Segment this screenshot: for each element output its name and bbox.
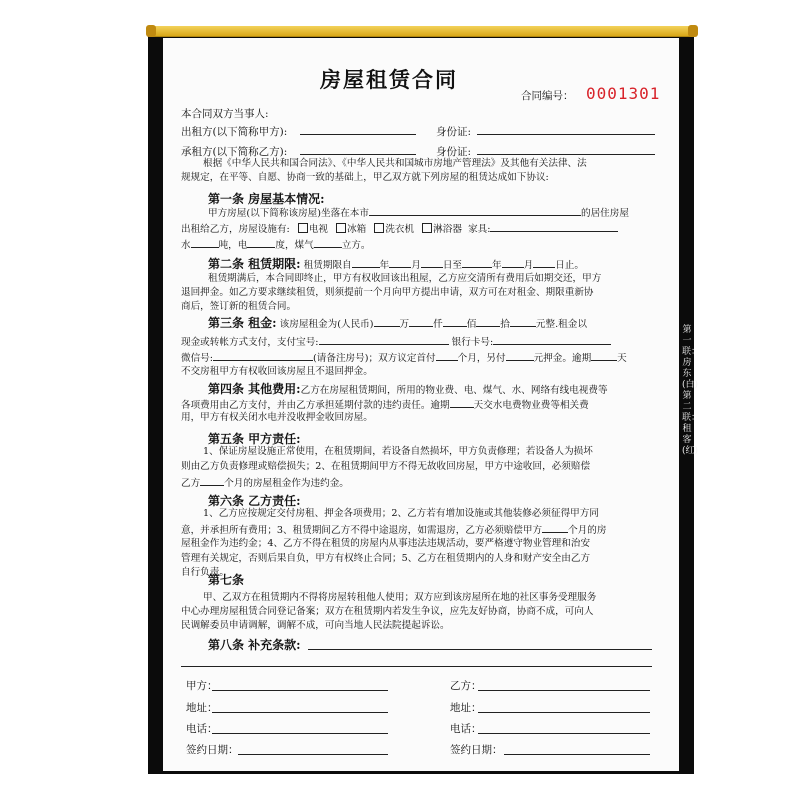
supplement-line-2[interactable] — [181, 666, 652, 667]
sign-lessor-address-label: 地址： — [186, 702, 218, 714]
sign-lessee-date-field[interactable] — [504, 754, 650, 755]
art1-line-2: 出租给乙方，房屋设施有: 电视 冰箱 洗衣机 淋浴器 家具: — [181, 221, 618, 238]
art7-line-3: 民调解委员申请调解，调解不成，可向当地人民法院提起诉讼。 — [181, 620, 450, 631]
art3-line-4: 不交房租甲方有权收回该房屋且不退回押金。 — [181, 366, 373, 377]
sign-lessee-address-field[interactable] — [478, 712, 650, 713]
lessor-field[interactable] — [300, 134, 416, 135]
art3-heading: 第三条 租金: — [208, 316, 277, 330]
art4-line-3: 用，甲方有权关闭水电并没收押金收回房屋。 — [181, 412, 373, 423]
art1-line-1: 甲方房屋(以下简称该房屋)坐落在本市 的居住房屋 — [208, 205, 629, 222]
lessee-id-label: 身份证: — [436, 146, 472, 158]
art6-line-3: 屋租金作为违约金；4、乙方不得在租赁的房屋内从事违法违规活动，要严格遵守物业管理和治安 — [181, 538, 591, 549]
contract-no-label: 合同编号： — [521, 90, 574, 102]
art4-heading: 第四条 其他费用: — [208, 382, 301, 396]
art5-line-3: 乙方 个月的房屋租金作为违约金。 — [181, 475, 349, 492]
art6-line-2: 意，并承担所有费用；3、租赁期间乙方不得中途退房，如需退房，乙方必须赔偿甲方 个月的房 — [181, 522, 606, 539]
contract-no: 0001301 — [586, 84, 661, 103]
lessor-id-label: 身份证: — [436, 126, 472, 138]
sign-lessor-phone-field[interactable] — [212, 733, 388, 734]
art1-line-3: 水 吨，电 度，煤气 立方。 — [181, 237, 371, 254]
art7-line-1: 甲、乙双方在租赁期内不得将房屋转租他人使用；双方应到该房屋所在地的社区事务受理服务 — [203, 592, 597, 603]
preamble-line-2: 规规定，在平等、自愿、协商一致的基础上，甲乙双方就下列房屋的租赁达成如下协议: — [181, 172, 549, 183]
art4-line-1: 第四条 其他费用:乙方在房屋租赁期间，所用的物业费、电、煤气、水、网络有线电视费等 — [208, 382, 608, 396]
page-title: 房屋租赁合同 — [320, 67, 458, 92]
checkbox-shower[interactable] — [422, 223, 432, 233]
sign-lessee-field[interactable] — [478, 690, 650, 691]
art2-line-1: 租赁期满后，本合同即终止，甲方有权收回该出租屋，乙方应交清所有费用后如期交还，甲方 — [208, 273, 602, 284]
sign-lessee-phone-label: 电话： — [450, 723, 482, 735]
art2-term: 第二条 租赁期限: 租赁期限自 年 月 日至 年 月 日止。 — [208, 257, 584, 271]
checkbox-tv[interactable] — [298, 223, 308, 233]
art3-rent: 第三条 租金: 该房屋租金为(人民币) 万 仟 佰 拾 元整.租金以 — [208, 316, 587, 330]
checkbox-fridge[interactable] — [336, 223, 346, 233]
sign-lessee-label: 乙方： — [450, 680, 482, 692]
preamble-line-1: 根据《中华人民共和国合同法》、《中华人民共和国城市房地产管理法》及其他有关法律、法 — [203, 158, 587, 169]
copy-note: 第一联：房东(白) 第二联：租客(红) — [682, 325, 708, 456]
lessor-id-field[interactable] — [477, 134, 655, 135]
supplement-line-1[interactable] — [308, 649, 652, 650]
art6-line-1: 1、乙方应按规定交付房租、押金各项费用；2、乙方若有增加设施或其他装修必须征得甲方同 — [203, 508, 599, 519]
sign-lessor-phone-label: 电话： — [186, 723, 218, 735]
sign-lessee-date-label: 签约日期： — [450, 744, 503, 756]
art5-line-1: 1、保证房屋设施正常使用，在租赁期间，若设备自然损坏，甲方负责修理；若设备人为损坏 — [203, 446, 593, 457]
lessor-label: 出租方(以下简称甲方): — [181, 126, 288, 138]
lessee-field[interactable] — [300, 154, 416, 155]
art4-line-2: 各项费用由乙方支付，并由乙方承担延期付款的违约责任。逾期 天交水电费物业费等相关费 — [181, 397, 589, 414]
lessee-label: 承租方(以下简称乙方): — [181, 146, 288, 158]
art6-line-5: 自行负责。 — [181, 567, 229, 578]
sign-lessor-date-field[interactable] — [238, 754, 388, 755]
sign-lessor-label: 甲方： — [186, 680, 218, 692]
art2-line-2: 退回押金。如乙方要求继续租赁，则须提前一个月向甲方提出申请，双方可在对租金、期限重新协 — [181, 287, 594, 298]
art1-heading: 第一条 房屋基本情况: — [208, 192, 325, 206]
binding-strip — [150, 26, 694, 37]
art2-heading: 第二条 租赁期限: — [208, 257, 301, 271]
art2-line-3: 商后，签订新的租赁合同。 — [181, 301, 297, 312]
sign-lessee-phone-field[interactable] — [478, 733, 650, 734]
art3-line-3: 微信号: (请备注房号)；双方议定首付 个月，另付 元押金。逾期 天 — [181, 350, 627, 367]
checkbox-washer[interactable] — [374, 223, 384, 233]
art7-heading: 第七条 — [208, 573, 245, 587]
art8-heading: 第八条 补充条款: — [208, 638, 301, 652]
sign-lessor-address-field[interactable] — [212, 712, 388, 713]
art3-line-2: 现金或转帐方式支付，支付宝号: 银行卡号: — [181, 334, 611, 351]
art5-line-2: 则由乙方负责修理或赔偿损失；2、在租赁期间甲方不得无故收回房屋，甲方中途收回，必须赔偿 — [181, 461, 591, 472]
art5-heading: 第五条 甲方责任: — [208, 432, 301, 446]
art6-line-4: 管理有关规定，否则后果自负，甲方有权终止合同；5、乙方在租赁期内的人身和财产安全由乙方 — [181, 553, 591, 564]
lessee-id-field[interactable] — [477, 154, 655, 155]
parties-intro: 本合同双方当事人: — [181, 108, 269, 120]
sign-lessor-date-label: 签约日期： — [186, 744, 239, 756]
art6-heading: 第六条 乙方责任: — [208, 494, 301, 508]
sign-lessee-address-label: 地址： — [450, 702, 482, 714]
sign-lessor-field[interactable] — [212, 690, 388, 691]
art7-line-2: 中心办理房屋租赁合同登记备案；双方在租赁期内若发生争议，应先友好协商，协商不成，可向人 — [181, 606, 594, 617]
